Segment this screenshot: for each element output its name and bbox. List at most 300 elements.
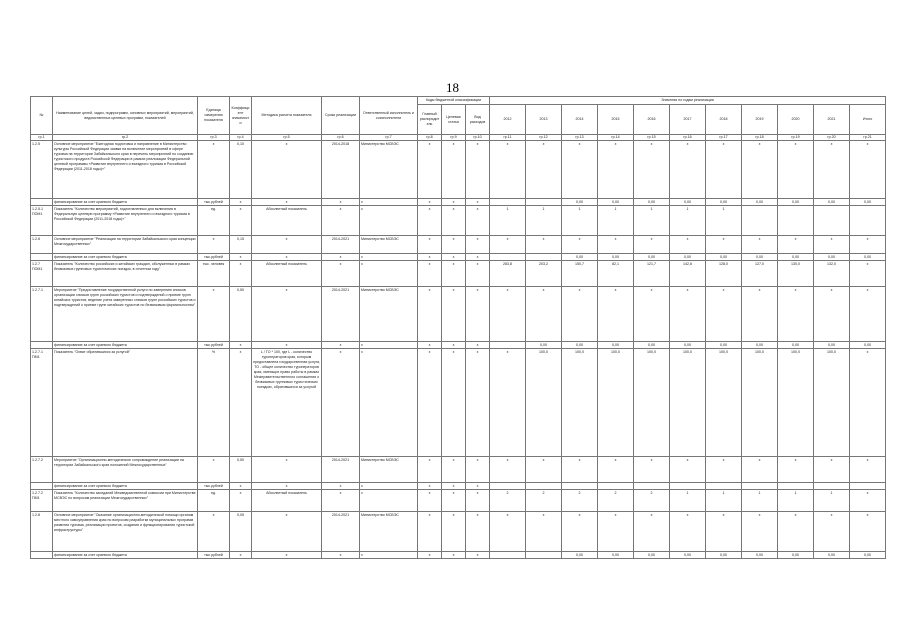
header-year-5: 2017 (670, 105, 706, 135)
row-value (490, 483, 526, 490)
row-value: 100,0 (598, 349, 634, 457)
header-name: Наименование целей, задач, подпрограмм, основных мероприятий, мероприятий, ведомственных целевых программ, показателей (53, 97, 198, 135)
row-value (850, 206, 886, 236)
row-term: x (322, 483, 360, 490)
row-term: 2014-2018 (322, 141, 360, 199)
row-value: 100,0 (562, 349, 598, 457)
row-budget-code: x (442, 287, 466, 342)
row-responsible: x (360, 342, 418, 349)
row-budget-code: x (466, 483, 490, 490)
row-value: 1 (814, 490, 850, 512)
row-value: 132,0 (814, 261, 850, 287)
row-budget-code: x (418, 287, 442, 342)
row-value: x (490, 349, 526, 457)
row-unit: тыс.рублей (198, 342, 230, 349)
row-value: x (706, 287, 742, 342)
row-name: финансирование за счет краевого бюджета (53, 254, 198, 261)
row-budget-code: x (442, 236, 466, 254)
table-row (31, 483, 886, 490)
column-number-17: гр.17 (706, 135, 742, 141)
row-method: x (252, 141, 322, 199)
row-value: 283,8 (490, 261, 526, 287)
page-number: 18 (446, 80, 459, 95)
row-budget-code: x (418, 457, 442, 483)
row-responsible: x (360, 349, 418, 457)
table-row (31, 512, 886, 552)
row-budget-code: x (466, 206, 490, 236)
table-row (31, 206, 886, 236)
row-responsible: Министерство МСВЭС (360, 512, 418, 552)
row-unit: ед. (198, 206, 230, 236)
row-value: 1 (490, 206, 526, 236)
column-number-21: гр.21 (850, 135, 886, 141)
row-value: x (850, 261, 886, 287)
row-value (490, 199, 526, 206)
row-name: Основное мероприятие "Реализация на территории Забайкальского края концепции Межгосударственных" (53, 236, 198, 254)
row-value: 128,0 (706, 261, 742, 287)
row-value: 2 (598, 490, 634, 512)
row-value: 0,00 (814, 199, 850, 206)
row-value: 0,00 (670, 254, 706, 261)
row-coefficient: 0,50 (230, 287, 252, 342)
row-name: Основное мероприятие "Ежегодная подготовка и направление в Министерство культуры Российской Федерации заявки на включение мероприятий в сфере туризма на территории Забайкальского края в перечень мероприятий по созданию туристского продукта Российской Федерации в рамках реализации Федеральной целевой программы «Развитие внутреннего и въездного туризма в Российской Федерации (2011-2018 годы)»" (53, 141, 198, 199)
table-row (31, 236, 886, 254)
row-method: x (252, 512, 322, 552)
row-budget-code: x (466, 236, 490, 254)
row-value: x (490, 236, 526, 254)
row-value: x (490, 141, 526, 199)
row-value: 2 (490, 490, 526, 512)
row-value: x (670, 457, 706, 483)
row-value: 1 (526, 206, 562, 236)
row-name: финансирование за счет краевого бюджета (53, 342, 198, 349)
row-coefficient: x (230, 483, 252, 490)
row-value: x (742, 512, 778, 552)
row-value (490, 552, 526, 559)
row-method: Абсолютный показатель (252, 490, 322, 512)
row-budget-code: x (466, 349, 490, 457)
row-number: 1.2.7.1 ПМ1 (31, 349, 53, 457)
row-value: 2 (562, 490, 598, 512)
row-value: x (850, 141, 886, 199)
row-value: x (490, 457, 526, 483)
row-coefficient: 0,10 (230, 141, 252, 199)
row-budget-code: x (418, 261, 442, 287)
row-value: x (598, 236, 634, 254)
row-value: x (526, 141, 562, 199)
row-value: 0,00 (778, 342, 814, 349)
row-value: x (814, 141, 850, 199)
row-method: x (252, 254, 322, 261)
row-value: 0,00 (814, 552, 850, 559)
row-name: Мероприятие "Предоставление государственной услуги по заверению списков организации списков групп российских туристов и подтверждений о приеме групп китайских туристов, ведение учета заверенных списков групп российских туристов и подтверждений о приеме групп китайских туристов по безвизовым формальностям" (53, 287, 198, 342)
row-responsible: x (360, 206, 418, 236)
row-number (31, 199, 53, 206)
row-value (490, 254, 526, 261)
row-term: 2014-2021 (322, 287, 360, 342)
row-value: 0,00 (814, 254, 850, 261)
row-budget-code: x (418, 490, 442, 512)
column-number-12: гр.12 (526, 135, 562, 141)
row-value: 0,00 (742, 254, 778, 261)
row-value: x (706, 457, 742, 483)
row-value: 0,00 (850, 342, 886, 349)
row-value (598, 483, 634, 490)
row-value: x (670, 141, 706, 199)
row-value: 1 (598, 206, 634, 236)
row-value: x (778, 287, 814, 342)
row-value: x (742, 287, 778, 342)
column-number-8: гр.8 (418, 135, 442, 141)
row-value: x (778, 457, 814, 483)
row-value: 0,00 (562, 552, 598, 559)
header-year-2: 2014 (562, 105, 598, 135)
row-value: 0,00 (850, 199, 886, 206)
row-value: 0,00 (562, 199, 598, 206)
row-value: x (634, 512, 670, 552)
row-term: x (322, 254, 360, 261)
column-number-9: гр.9 (442, 135, 466, 141)
column-number-15: гр.15 (634, 135, 670, 141)
row-value: x (562, 141, 598, 199)
row-value: 100,0 (742, 349, 778, 457)
row-value: 82,1 (598, 261, 634, 287)
row-value: x (814, 287, 850, 342)
row-responsible: x (360, 483, 418, 490)
row-value: x (706, 236, 742, 254)
row-value: 0,00 (778, 254, 814, 261)
row-responsible: Министерство МСВЭС (360, 287, 418, 342)
row-value: 203,2 (526, 261, 562, 287)
row-budget-code: x (418, 254, 442, 261)
column-number-14: гр.14 (598, 135, 634, 141)
row-value: 0,00 (634, 254, 670, 261)
row-coefficient: 0,50 (230, 457, 252, 483)
row-method: Абсолютный показатель (252, 261, 322, 287)
row-term: x (322, 199, 360, 206)
column-number-6: гр.6 (322, 135, 360, 141)
row-value: x (814, 457, 850, 483)
row-value: x (670, 236, 706, 254)
row-budget-code: x (418, 483, 442, 490)
row-number (31, 552, 53, 559)
row-term: x (322, 349, 360, 457)
row-value: x (562, 512, 598, 552)
row-value: 1 (670, 206, 706, 236)
row-budget-code: x (418, 342, 442, 349)
row-value: 0,00 (598, 254, 634, 261)
row-value: 2 (526, 490, 562, 512)
row-budget-code: x (442, 141, 466, 199)
row-number: 1.2.5 (31, 141, 53, 199)
row-value: 1 (562, 206, 598, 236)
row-value: 0,00 (670, 552, 706, 559)
row-value: x (850, 236, 886, 254)
row-number: 1.2.6 (31, 236, 53, 254)
row-value (814, 483, 850, 490)
row-method: x (252, 236, 322, 254)
table-row (31, 261, 886, 287)
row-value: x (526, 287, 562, 342)
header-year-8: 2020 (778, 105, 814, 135)
row-budget-code: x (418, 552, 442, 559)
row-value: x (670, 512, 706, 552)
row-coefficient: x (230, 552, 252, 559)
table-row (31, 349, 886, 457)
row-unit: тыс.рублей (198, 199, 230, 206)
header-budget-sub-2: Вид расходов (466, 105, 490, 135)
row-name: финансирование за счет краевого бюджета (53, 552, 198, 559)
column-number-10: гр.10 (466, 135, 490, 141)
row-method: L / TO * 100, где L - количество туроператоров края, которым предоставлена государственная услуга, TO - общее количество туроператоров края, имеющих право работы в рамках Межправительственного соглашения о безвизовых групповых туристических поездках, обратившихся за услугой (252, 349, 322, 457)
row-value: x (526, 236, 562, 254)
row-unit: x (198, 512, 230, 552)
row-budget-code: x (466, 287, 490, 342)
row-value: x (490, 287, 526, 342)
row-value (814, 206, 850, 236)
row-value: 0,00 (706, 254, 742, 261)
row-method: x (252, 199, 322, 206)
row-responsible: x (360, 261, 418, 287)
row-budget-code: x (442, 261, 466, 287)
row-budget-code: x (466, 490, 490, 512)
row-budget-code: x (442, 490, 466, 512)
row-value: x (598, 287, 634, 342)
row-value: 130,0 (778, 261, 814, 287)
row-unit: % (198, 349, 230, 457)
row-value: 0,00 (742, 199, 778, 206)
row-method: x (252, 287, 322, 342)
row-name: финансирование за счет краевого бюджета (53, 483, 198, 490)
header-year-6: 2018 (706, 105, 742, 135)
row-budget-code: x (466, 141, 490, 199)
row-value: 1 (670, 490, 706, 512)
row-budget-code: x (466, 457, 490, 483)
program-table (30, 96, 886, 559)
row-value: x (850, 512, 886, 552)
row-name: Показатель "Количество российских и китайских граждан, обслуженных в рамках безвизовых групповых туристических поездок, в отчетном году" (53, 261, 198, 287)
row-number: 1.2.7.2 ПМ1 (31, 490, 53, 512)
column-number-2: гр.2 (53, 135, 198, 141)
row-term: x (322, 552, 360, 559)
row-value: 100,0 (706, 349, 742, 457)
row-term: x (322, 261, 360, 287)
header-year-3: 2015 (598, 105, 634, 135)
row-number (31, 254, 53, 261)
row-responsible: Министерство МСВЭС (360, 236, 418, 254)
row-value: x (562, 236, 598, 254)
row-value: 0,00 (634, 342, 670, 349)
row-value: x (598, 457, 634, 483)
row-coefficient: 0,05 (230, 512, 252, 552)
row-responsible: x (360, 199, 418, 206)
row-value (742, 483, 778, 490)
row-name: Показатель "Количество заседаний Межведомственной комиссии при Министерстве МСВЭС по вопросам реализации Межгосударственных" (53, 490, 198, 512)
row-value: 1 (634, 206, 670, 236)
row-method: x (252, 457, 322, 483)
row-budget-code: x (442, 254, 466, 261)
row-value: 1 (706, 206, 742, 236)
row-value: x (814, 512, 850, 552)
row-value: 127,0 (742, 261, 778, 287)
row-value: x (670, 287, 706, 342)
row-value: 121,7 (634, 261, 670, 287)
row-name: Показатель "Количество мероприятий, подготовленных для включения в Федеральную целевую программу «Развитие внутреннего и въездного туризма в Российской Федерации (2011-2018 годы)»" (53, 206, 198, 236)
row-budget-code: x (442, 349, 466, 457)
header-term: Сроки реализации (322, 97, 360, 135)
row-coefficient: x (230, 206, 252, 236)
row-value: 0,00 (670, 199, 706, 206)
row-value: 0,00 (742, 342, 778, 349)
row-term: x (322, 342, 360, 349)
row-budget-code: x (418, 236, 442, 254)
row-value (778, 206, 814, 236)
row-value: 0,00 (670, 342, 706, 349)
row-value (526, 199, 562, 206)
row-value: 100,0 (634, 349, 670, 457)
row-budget-code: x (442, 206, 466, 236)
row-value (670, 483, 706, 490)
row-coefficient: x (230, 490, 252, 512)
row-responsible: Министерство МСВЭС (360, 457, 418, 483)
row-value: 0,00 (526, 342, 562, 349)
row-value: 1 (742, 490, 778, 512)
row-value: 0,00 (850, 552, 886, 559)
header-values: Значения по годам реализации (490, 97, 886, 105)
row-budget-code: x (442, 552, 466, 559)
row-value: x (742, 457, 778, 483)
row-coefficient: x (230, 342, 252, 349)
row-value: x (490, 512, 526, 552)
row-unit: x (198, 287, 230, 342)
row-value: x (742, 236, 778, 254)
row-budget-code: x (418, 206, 442, 236)
table-row (31, 342, 886, 349)
row-value: x (634, 236, 670, 254)
row-value (742, 206, 778, 236)
row-value: x (850, 287, 886, 342)
row-value (490, 342, 526, 349)
row-value: x (598, 141, 634, 199)
row-budget-code: x (442, 457, 466, 483)
row-budget-code: x (418, 349, 442, 457)
row-term: 2014-2021 (322, 236, 360, 254)
row-value: x (562, 457, 598, 483)
row-value: 0,00 (634, 199, 670, 206)
row-value (706, 483, 742, 490)
column-number-1: гр.1 (31, 135, 53, 141)
row-name: Основное мероприятие "Оказание организационно-методической помощи органам местного самоуправления края по вопросам разработки муниципальных программ развития туризма, реализации проектов, создания и функционирования туристской инфраструктуры" (53, 512, 198, 552)
row-value: x (634, 141, 670, 199)
row-unit: тыс.рублей (198, 483, 230, 490)
row-method: x (252, 342, 322, 349)
column-number-20: гр.20 (814, 135, 850, 141)
table-row (31, 457, 886, 483)
table-row (31, 141, 886, 199)
column-number-19: гр.19 (778, 135, 814, 141)
column-number-4: гр.4 (230, 135, 252, 141)
row-value: 100,0 (814, 349, 850, 457)
table-row (31, 552, 886, 559)
header-year-10: Итого (850, 105, 886, 135)
row-value (634, 483, 670, 490)
row-name: финансирование за счет краевого бюджета (53, 199, 198, 206)
header-no: № (31, 97, 53, 135)
header-budget-sub-1: Целевая статья (442, 105, 466, 135)
table-row (31, 254, 886, 261)
row-value (778, 483, 814, 490)
row-value: x (778, 236, 814, 254)
row-method: x (252, 552, 322, 559)
row-value: 1 (778, 490, 814, 512)
row-value: x (526, 512, 562, 552)
column-number-5: гр.5 (252, 135, 322, 141)
column-number-7: гр.7 (360, 135, 418, 141)
row-value: x (706, 141, 742, 199)
row-budget-code: x (466, 254, 490, 261)
table-row (31, 287, 886, 342)
header-coef: Коэффициент значимости (230, 97, 252, 135)
row-value: x (526, 457, 562, 483)
row-coefficient: x (230, 261, 252, 287)
row-name: Мероприятие "Организационно-методическое сопровождение реализации на территории Забайкальского края положений Межгосударственных" (53, 457, 198, 483)
column-number-3: гр.3 (198, 135, 230, 141)
header-budget-codes: Коды бюджетной классификации (418, 97, 490, 105)
row-value: x (778, 512, 814, 552)
row-coefficient: 0,15 (230, 236, 252, 254)
row-value: x (634, 287, 670, 342)
header-year-4: 2016 (634, 105, 670, 135)
row-value: 0,00 (778, 552, 814, 559)
table-row (31, 490, 886, 512)
row-budget-code: x (442, 342, 466, 349)
row-value (526, 552, 562, 559)
row-number: 1.2.7.2 (31, 457, 53, 483)
row-value: 0,00 (634, 552, 670, 559)
row-budget-code: x (442, 483, 466, 490)
row-budget-code: x (418, 199, 442, 206)
row-value: 0,00 (706, 342, 742, 349)
row-value: 0,00 (706, 199, 742, 206)
header-year-0: 2012 (490, 105, 526, 135)
row-term: x (322, 490, 360, 512)
row-value: x (706, 512, 742, 552)
row-budget-code: x (466, 552, 490, 559)
row-term: 2014-2021 (322, 512, 360, 552)
row-name: Показатель "Охват обратившихся за услугой" (53, 349, 198, 457)
header-year-7: 2019 (742, 105, 778, 135)
row-number (31, 483, 53, 490)
row-value: 0,00 (778, 199, 814, 206)
row-responsible: x (360, 552, 418, 559)
row-value: x (778, 141, 814, 199)
row-value: 150,7 (562, 261, 598, 287)
row-value (562, 483, 598, 490)
row-number: 1.2.7 ПОМ1 (31, 261, 53, 287)
row-coefficient: x (230, 254, 252, 261)
row-value: x (634, 457, 670, 483)
row-value (526, 483, 562, 490)
row-value: 100,0 (526, 349, 562, 457)
row-budget-code: x (442, 512, 466, 552)
row-number (31, 342, 53, 349)
row-value: 0,00 (706, 552, 742, 559)
row-budget-code: x (466, 512, 490, 552)
row-budget-code: x (466, 342, 490, 349)
row-number: 1.2.8 (31, 512, 53, 552)
row-unit: x (198, 141, 230, 199)
row-budget-code: x (466, 261, 490, 287)
